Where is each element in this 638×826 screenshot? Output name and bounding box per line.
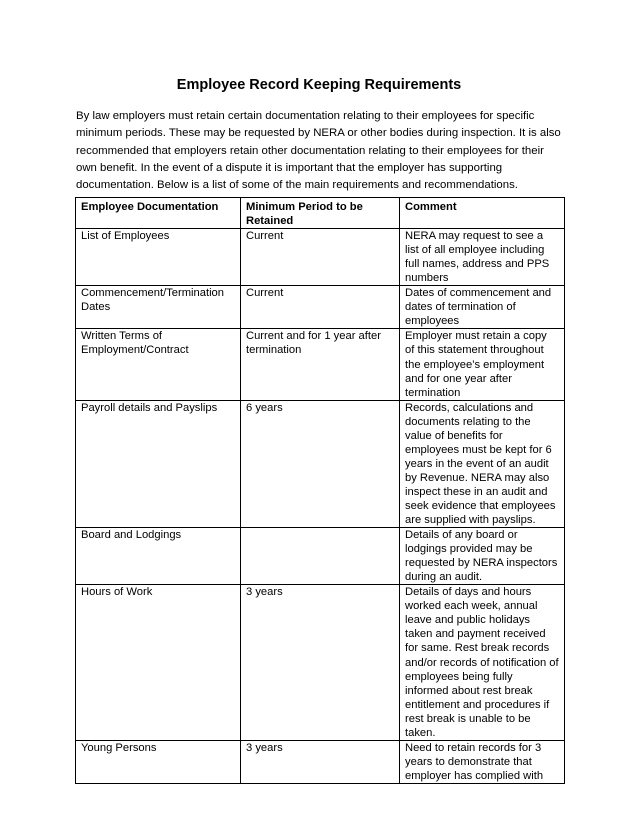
cell-period: Current: [241, 229, 400, 286]
table-row: [76, 329, 565, 400]
document-title: Employee Record Keeping Requirements: [176, 77, 462, 93]
table-row: [76, 740, 565, 783]
intro-paragraph: By law employers must retain certain documentation relating to their employees for specific minimum periods. These may be requested by NERA or other bodies during inspection. It is also recommended that employers retain other documentation relating to their employees for their own benefit. In the event of a dispute it is important that the employer has supporting documentation. Below is a list of some of the main requirements and recommendations.: [76, 110, 561, 192]
table-row: [76, 585, 565, 741]
cell-documentation: List of Employees: [76, 229, 241, 286]
cell-period: 3 years: [241, 740, 400, 783]
table-row: [76, 400, 565, 527]
cell-documentation: Hours of Work: [76, 585, 241, 741]
header-employee-documentation: Employee Documentation: [76, 198, 241, 229]
table-row: [76, 229, 565, 286]
cell-comment: Details of days and hours worked each week, annual leave and public holidays taken and payment received for same. Rest break records and/or records of notification of employees being fully informed about rest break entitlement and procedures if rest break is unable to be taken.: [400, 585, 565, 741]
cell-period: Current: [241, 286, 400, 329]
cell-period: Current and for 1 year after termination: [241, 329, 400, 400]
cell-comment: Dates of commencement and dates of termination of employees: [400, 286, 565, 329]
cell-documentation: Written Terms of Employment/Contract: [76, 329, 241, 400]
table-row: [76, 286, 565, 329]
record-requirements-table: [75, 197, 565, 784]
cell-documentation: Commencement/Termination Dates: [76, 286, 241, 329]
cell-comment: Employer must retain a copy of this statement throughout the employee’s employment and for one year after termination: [400, 329, 565, 400]
cell-period: [241, 528, 400, 585]
table-row: [76, 528, 565, 585]
cell-documentation: Board and Lodgings: [76, 528, 241, 585]
cell-period: 3 years: [241, 585, 400, 741]
cell-comment: NERA may request to see a list of all employee including full names, address and PPS numbers: [400, 229, 565, 286]
cell-documentation: Payroll details and Payslips: [76, 400, 241, 527]
table-header-row: [76, 198, 565, 229]
header-minimum-period: Minimum Period to be Retained: [241, 198, 400, 229]
cell-documentation: Young Persons: [76, 740, 241, 783]
cell-period: 6 years: [241, 400, 400, 527]
cell-comment: Need to retain records for 3 years to demonstrate that employer has complied with: [400, 740, 565, 783]
cell-comment: Details of any board or lodgings provided may be requested by NERA inspectors during an audit.: [400, 528, 565, 585]
header-comment: Comment: [400, 198, 565, 229]
cell-comment: Records, calculations and documents relating to the value of benefits for employees must be kept for 6 years in the event of an audit by Revenue. NERA may also inspect these in an audit and seek evidence that employees are supplied with payslips.: [400, 400, 565, 527]
